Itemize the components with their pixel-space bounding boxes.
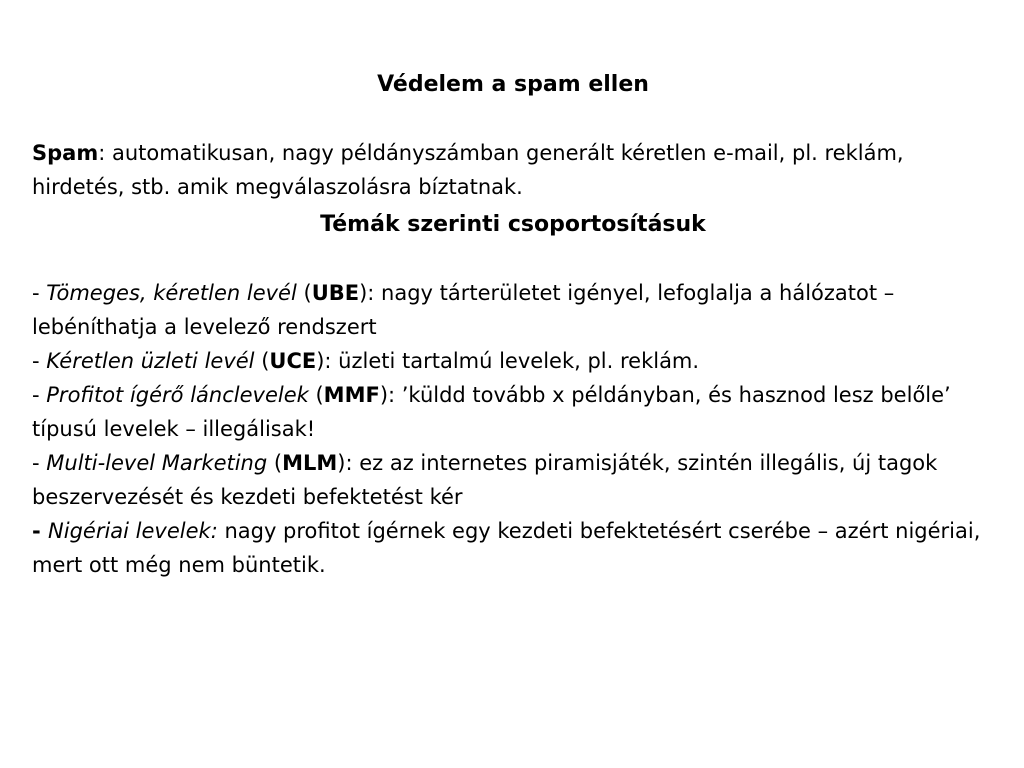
paren-open: (	[308, 383, 324, 407]
category-name: Kéretlen üzleti levél	[46, 349, 255, 373]
list-item-mlm	[32, 446, 994, 514]
category-description: ): nagy tárterületet igényel, lefoglalja a hálózatot – lebéníthatja a levelező rendszert	[32, 281, 895, 339]
spam-category-list	[32, 276, 994, 582]
section-subtitle: Témák szerinti csoportosításuk	[320, 212, 706, 237]
spam-definition-text: : automatikusan, nagy példányszámban generált kéretlen e-mail, pl. reklám, hirdetés, stb. amik megválaszolásra bíztatnak.	[32, 141, 904, 199]
category-description: ): üzleti tartalmú levelek, pl. reklám.	[316, 349, 700, 373]
list-item-mmf	[32, 378, 994, 446]
category-name: Multi-level Marketing	[46, 451, 268, 475]
category-name: Tömeges, kéretlen levél	[46, 281, 297, 305]
category-abbr: UCE	[269, 349, 317, 373]
list-dash: -	[32, 281, 47, 305]
spam-term: Spam	[32, 141, 99, 165]
list-item-uce	[32, 344, 994, 378]
category-name: Nigériai levelek:	[48, 519, 218, 543]
category-name: Profitot ígérő lánclevelek	[46, 383, 309, 407]
slide-title: Védelem a spam ellen	[377, 72, 649, 97]
slide-content	[32, 68, 994, 582]
list-dash: -	[32, 519, 49, 543]
list-dash: -	[32, 349, 47, 373]
category-description: nagy profitot ígérnek egy kezdeti befektetésért cserébe – azért nigériai, mert ott még nem büntetik.	[32, 519, 981, 577]
paren-open: (	[267, 451, 283, 475]
spam-definition	[32, 136, 994, 204]
category-abbr: MMF	[323, 383, 380, 407]
category-abbr: UBE	[311, 281, 360, 305]
list-item-nigerian	[32, 514, 994, 582]
list-dash: -	[32, 451, 47, 475]
category-description: ): ez az internetes piramisjáték, szintén illegális, új tagok beszervezését és kezdeti befektetést kér	[32, 451, 938, 509]
paren-open: (	[254, 349, 270, 373]
list-dash: -	[32, 383, 47, 407]
list-item-ube	[32, 276, 994, 344]
category-description: ): ’küldd tovább x példányban, és hasznod lesz belőle’ típusú levelek – illegálisak!	[32, 383, 951, 441]
category-abbr: MLM	[282, 451, 338, 475]
paren-open: (	[296, 281, 312, 305]
